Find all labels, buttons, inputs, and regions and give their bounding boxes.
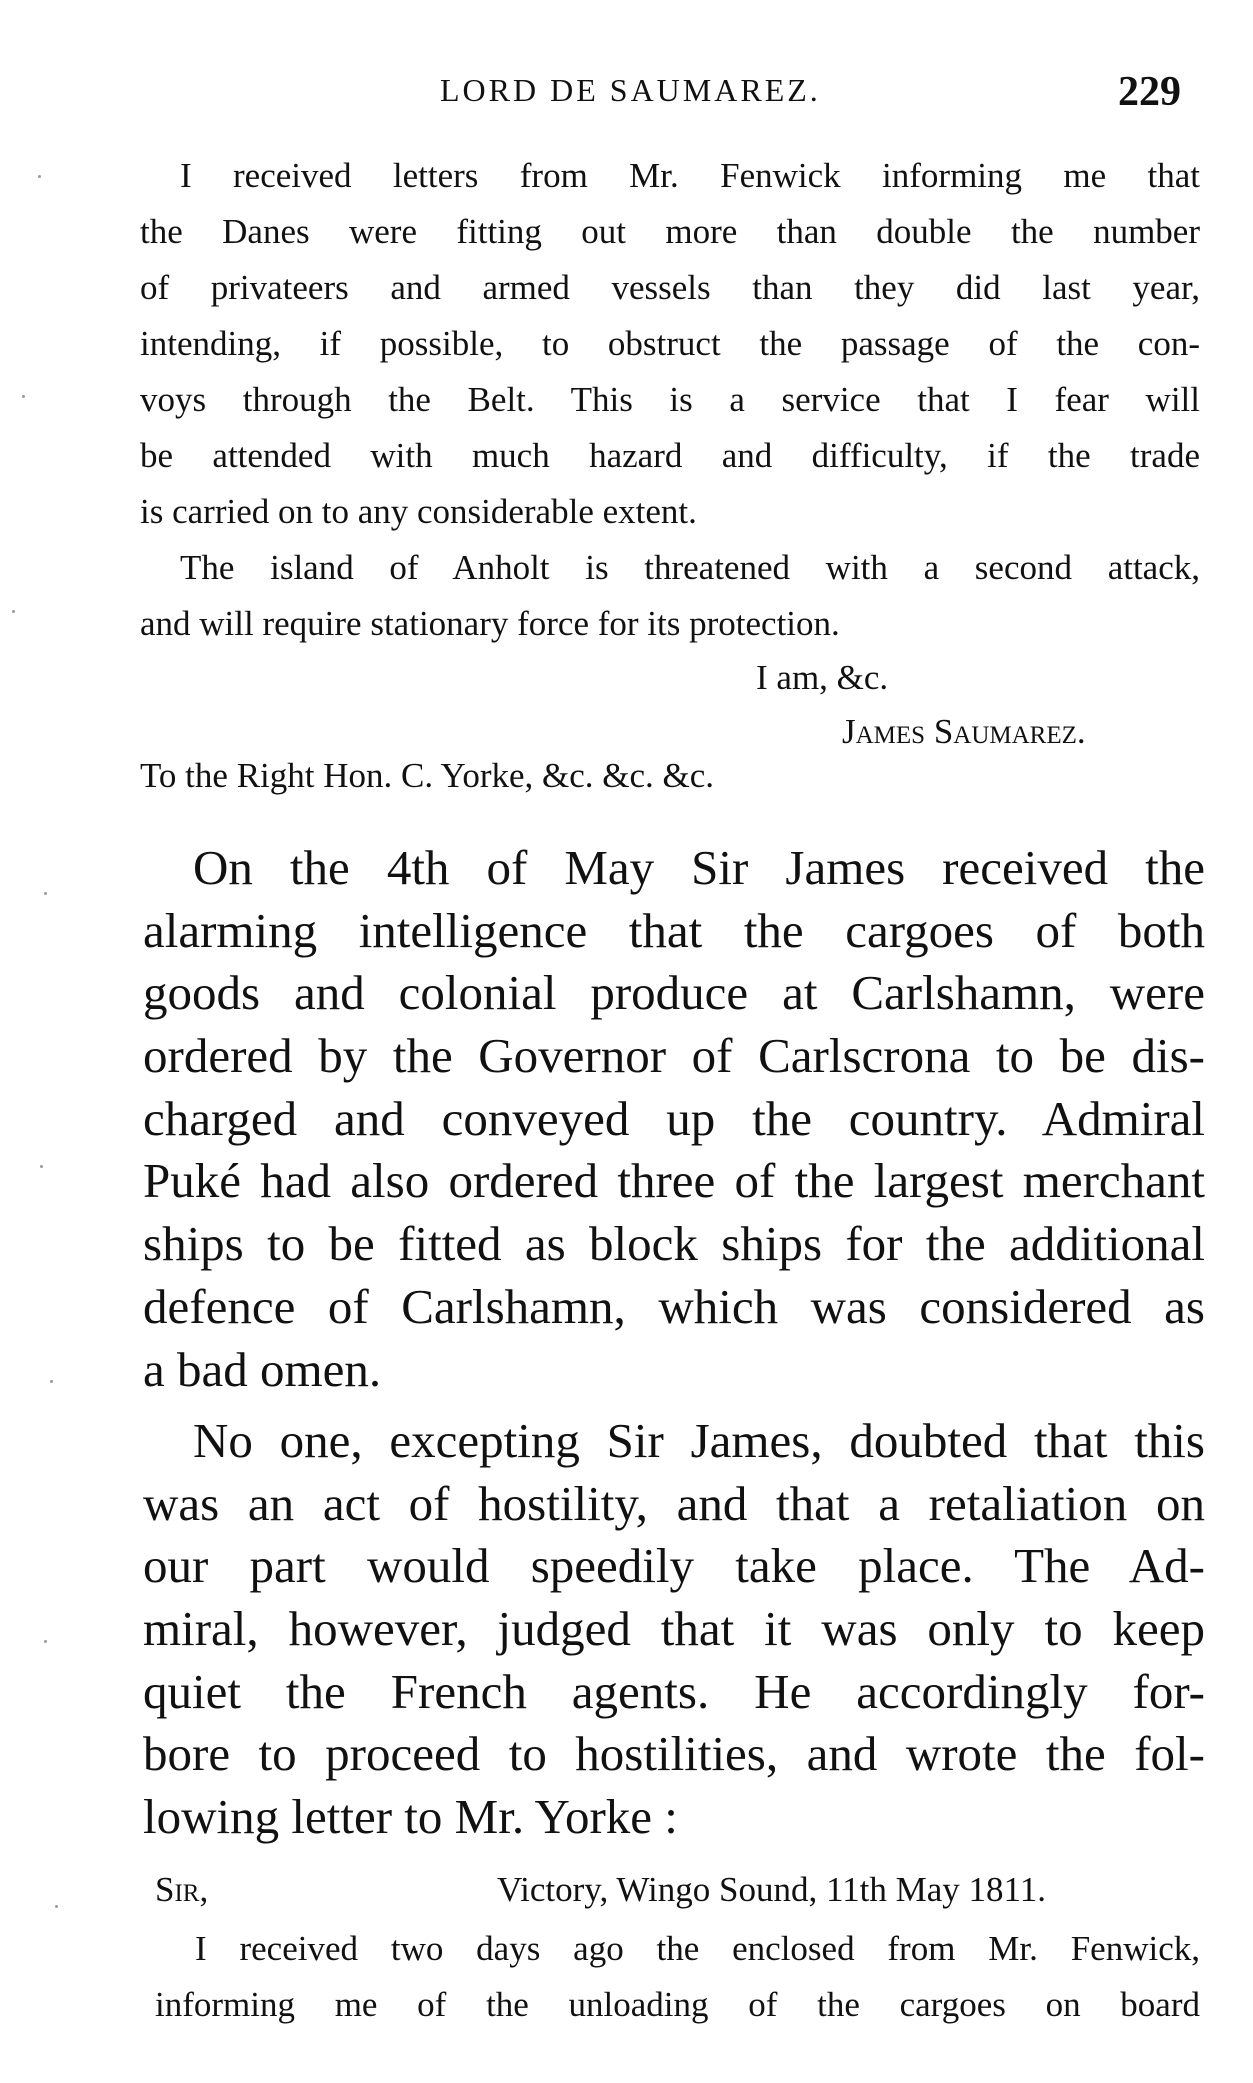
text-line: our part would speedily take place. The Ad- [143,1538,1205,1594]
text-line: lowing letter to Mr. Yorke : [143,1789,678,1845]
letter-paragraph [140,148,1200,540]
text-line: of privateers and armed vessels than they did last year, [140,268,1200,307]
page-number: 229 [1118,69,1181,115]
scan-speck [38,175,41,178]
text-line: is carried on to any considerable extent. [140,492,697,531]
narrative-paragraph [143,1410,1205,1849]
text-line: a bad omen. [143,1341,382,1397]
text-line: the Danes were fitting out more than double the number [140,212,1200,251]
scan-speck [55,1905,58,1908]
letter-paragraph [155,1921,1200,2033]
text-line: be attended with much hazard and difficulty, if the trade [140,436,1200,475]
scan-speck [40,1165,43,1168]
scan-speck [44,892,47,895]
text-line: was an act of hostility, and that a retaliation on [143,1475,1205,1531]
text-line: ships to be fitted as block ships for the additional [143,1216,1205,1272]
scan-speck [12,610,15,613]
text-line: alarming intelligence that the cargoes of both [143,902,1205,958]
narrative-paragraph [143,837,1205,1401]
text-line: I received letters from Mr. Fenwick informing me that [180,156,1200,195]
text-line: Puké had also ordered three of the largest merchant [143,1153,1205,1209]
letter-paragraph [140,540,1200,652]
letter-salutation: Sir, [155,1870,209,1909]
letter-closing: I am, &c. [756,658,889,697]
letter-signature: James Saumarez. [842,712,1086,751]
text-line: On the 4th of May Sir James received the [193,840,1205,895]
text-line: miral, however, judged that it was only to keep [143,1601,1205,1657]
text-line: voys through the Belt. This is a service that I fear will [140,380,1200,419]
text-line: The island of Anholt is threatened with a second attack, [180,548,1200,587]
text-line: quiet the French agents. He accordingly for- [143,1663,1205,1719]
text-line: informing me of the unloading of the cargoes on board [155,1985,1200,2024]
text-line: intending, if possible, to obstruct the passage of the con- [140,324,1200,363]
text-line: I received two days ago the enclosed from Mr. Fenwick, [195,1929,1200,1968]
scan-speck [22,395,25,398]
scan-speck [50,1380,53,1383]
text-line: ordered by the Governor of Carlscrona to be dis- [143,1028,1205,1084]
letter-dateline: Victory, Wingo Sound, 11th May 1811. [497,1870,1047,1909]
scan-speck [44,1640,47,1643]
text-line: and will require stationary force for its protection. [140,604,840,643]
text-line: defence of Carlshamn, which was considered as [143,1278,1205,1334]
text-line: charged and conveyed up the country. Admiral [143,1090,1205,1146]
running-title: LORD DE SAUMAREZ. [440,72,821,108]
text-line: No one, excepting Sir James, doubted that this [193,1413,1205,1468]
page-header [0,69,1253,122]
text-line: goods and colonial produce at Carlshamn, were [143,965,1205,1021]
text-line: bore to proceed to hostilities, and wrote the fol- [143,1726,1205,1782]
letter-addressee: To the Right Hon. C. Yorke, &c. &c. &c. [140,756,715,795]
